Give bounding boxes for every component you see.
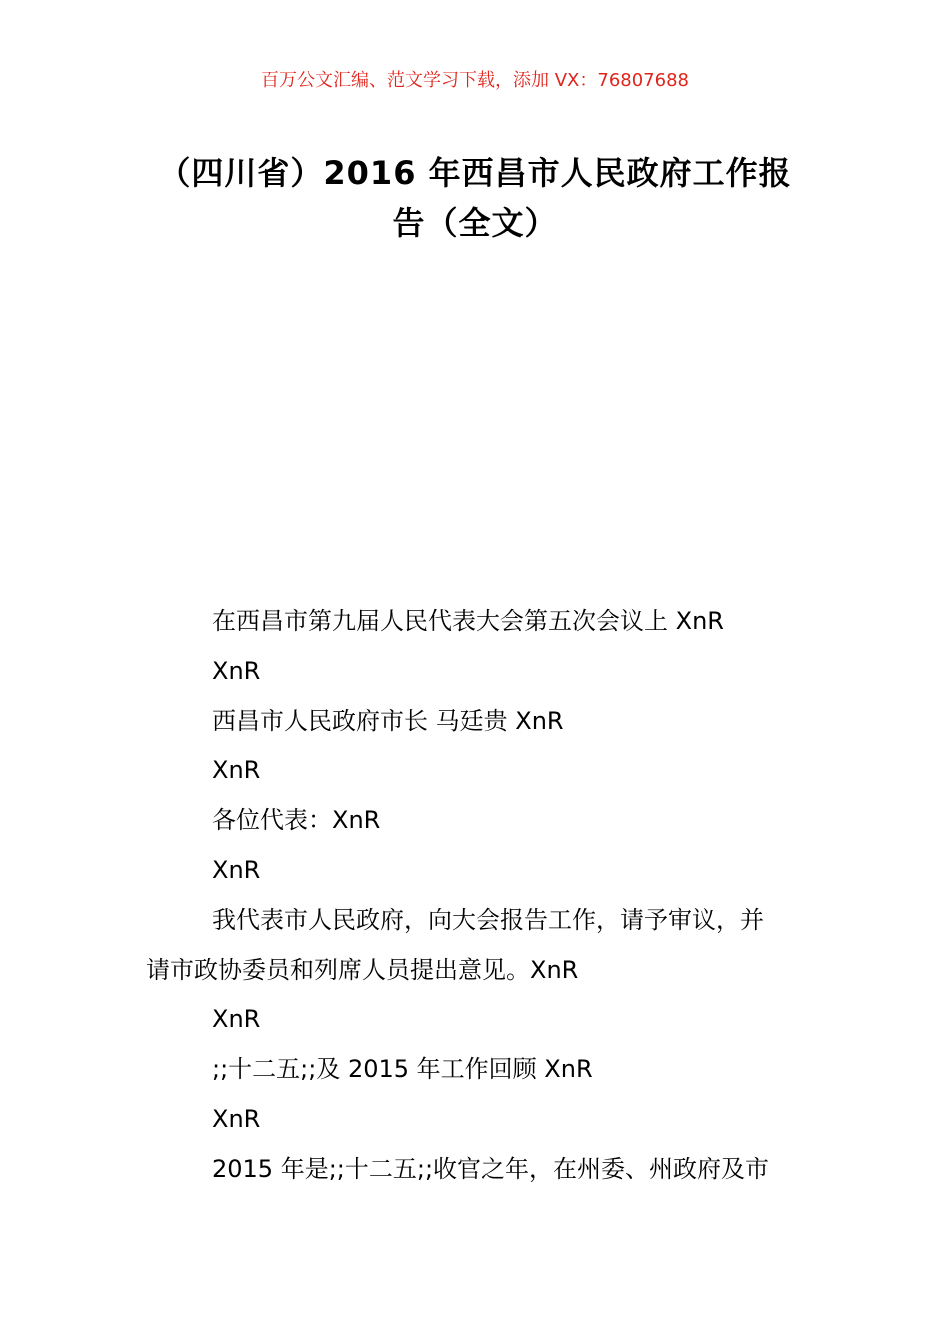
title-line-1: （四川省）2016 年西昌市人民政府工作报 xyxy=(158,154,792,192)
paragraph-marker: XnR xyxy=(212,756,261,785)
paragraph-marker: XnR xyxy=(212,1104,261,1133)
paragraph-salutation: 各位代表：XnR xyxy=(212,806,381,835)
document-title xyxy=(140,148,810,248)
paragraph-meeting-line: 在西昌市第九届人民代表大会第五次会议上 XnR xyxy=(212,607,724,635)
paragraph-marker: XnR xyxy=(212,855,261,884)
header-watermark-note: 百万公文汇编、范文学习下载，添加 VX：76807688 xyxy=(261,70,689,91)
paragraph-marker: XnR xyxy=(212,1005,261,1034)
paragraph-opening-start: 我代表市人民政府，向大会报告工作，请予审议，并 xyxy=(212,905,764,934)
paragraph-author-line: 西昌市人民政府市长 马廷贵 XnR xyxy=(212,706,564,735)
section-heading: ;;十二五;;及 2015 年工作回顾 XnR xyxy=(212,1055,593,1084)
paragraph-review-start: 2015 年是;;十二五;;收官之年，在州委、州政府及市 xyxy=(212,1154,770,1183)
document-body xyxy=(146,597,808,1195)
title-line-2: 告（全文） xyxy=(392,204,558,242)
paragraph-marker: XnR xyxy=(212,656,261,685)
paragraph-opening-continued: 请市政协委员和列席人员提出意见。XnR xyxy=(146,955,579,984)
